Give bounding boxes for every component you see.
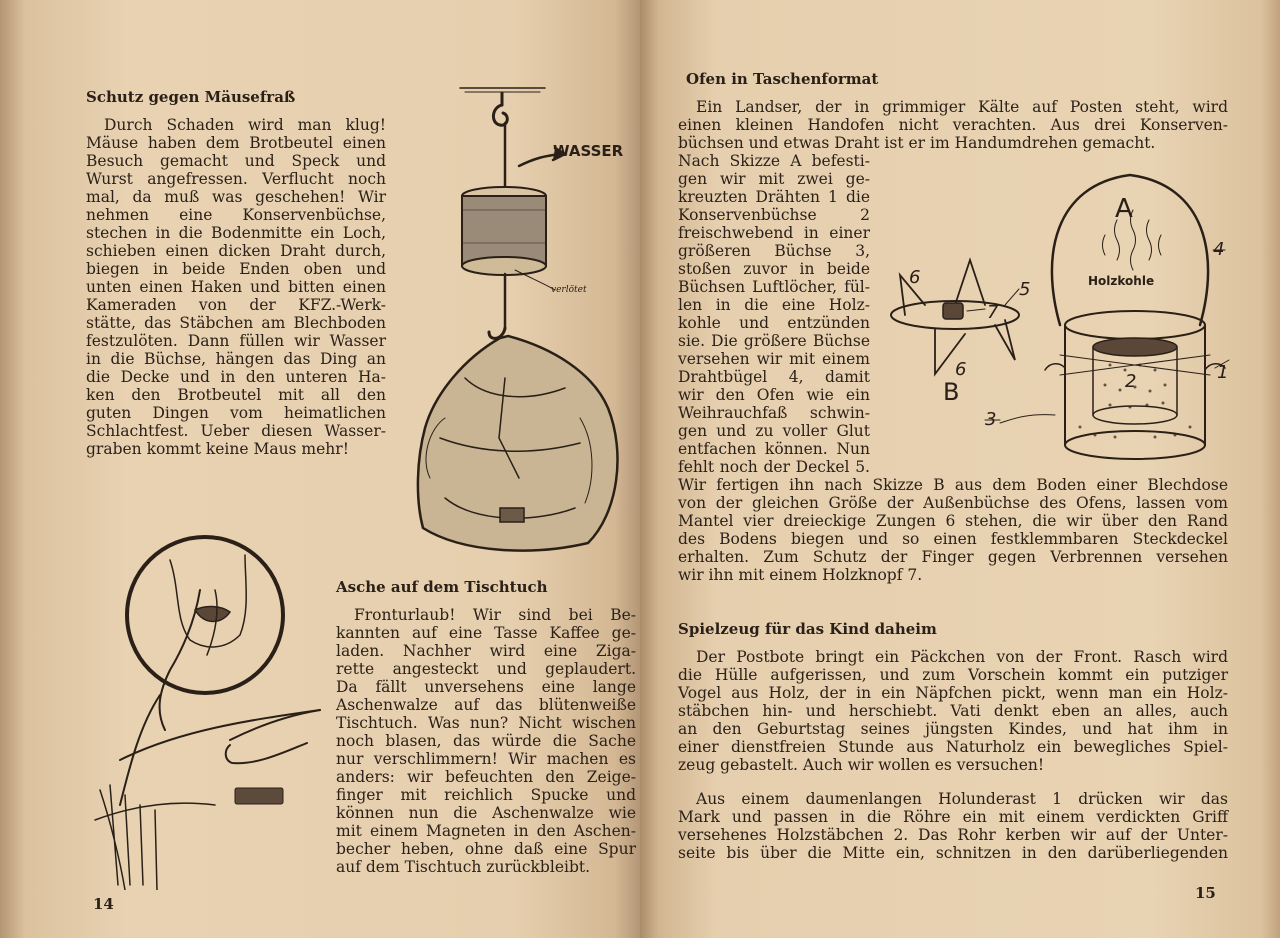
text-line: schieben einen dicken Draht durch, [86, 242, 386, 260]
section-heading-ofen: Ofen in Taschenformat [686, 70, 879, 88]
text-line: Durch Schaden wird man klug! [104, 116, 386, 134]
text-line: nur verschlimmern! Wir machen es [336, 750, 636, 768]
text-line: von der gleichen Größe der Außenbüchse des Ofens, lassen vom [678, 494, 1228, 512]
text-line: Vogel aus Holz, der in ein Näpfchen pickt, wenn man ein Holz- [678, 684, 1228, 702]
text-line: unten einen Haken und bitten einen [86, 278, 386, 296]
diagram-taschenofen [885, 165, 1230, 475]
section-heading-asche: Asche auf dem Tischtuch [336, 578, 548, 596]
text-line: len in die eine Holz- [678, 296, 870, 314]
text-line: büchsen und etwas Draht ist er im Handumdrehen gemacht. [678, 134, 1156, 152]
text-line: auf dem Tischtuch zurückbleibt. [336, 858, 591, 876]
text-line: Da fällt unversehens eine lange [336, 678, 636, 696]
text-line: Weihrauchfaß schwin- [678, 404, 870, 422]
text-line: können nun die Aschenwalze wie [336, 804, 636, 822]
text-line: mit einem Magneten in den Aschen- [336, 822, 636, 840]
text-line: zeug gebastelt. Auch wir wollen es versuchen! [678, 756, 1045, 774]
text-line: einen kleinen Handofen nicht verachten. Aus drei Konserven- [678, 116, 1228, 134]
text-line: wir den Ofen wie ein [678, 386, 870, 404]
text-line: einer dienstfreien Stunde aus Naturholz ein bewegliches Spiel- [678, 738, 1228, 756]
text-line: versehen wir mit einem [678, 350, 870, 368]
text-line: Wir fertigen ihn nach Skizze B aus dem Boden einer Blechdose [678, 476, 1228, 494]
diagram-num-3: 3 [985, 409, 997, 430]
text-line: kreuzten Drähten 1 die [678, 188, 870, 206]
label-wasser: WASSER [553, 142, 624, 160]
text-line: sie. Die größere Büchse [678, 332, 870, 350]
text-line: stoßen zuvor in beide [678, 260, 870, 278]
text-line: die Hülle aufgerissen, und zum Vorschein kommt ein putziger [678, 666, 1228, 684]
text-line: stäbchen hin- und herschiebt. Vati denkt eben an alles, auch [678, 702, 1228, 720]
text-line: Aschenwalze auf das blütenweiße [336, 696, 636, 714]
illustration-finger-ash [90, 520, 330, 890]
text-line: rette angesteckt und geplaudert. [336, 660, 636, 678]
text-line: seite bis über die Mitte ein, schnitzen in den darüberliegenden [678, 844, 1228, 862]
paragraph-mausefrass [86, 116, 386, 458]
text-line: versehenes Holzstäbchen 2. Das Rohr kerben wir auf der Unter- [678, 826, 1228, 844]
paragraph-ofen-narrow [678, 152, 870, 476]
text-line: kannten auf eine Tasse Kaffee ge- [336, 624, 636, 642]
text-line: Kameraden von der KFZ.-Werk- [86, 296, 386, 314]
text-line: nehmen eine Konservenbüchse, [86, 206, 386, 224]
section-heading-spielzeug: Spielzeug für das Kind daheim [678, 620, 937, 638]
text-line: Nach Skizze A befesti- [678, 152, 870, 170]
text-line: die Decke und in den unteren Ha- [86, 368, 386, 386]
diagram-num-2: 2 [1125, 371, 1137, 392]
text-line: des Bodens biegen und so einen festklemmbaren Steckdeckel [678, 530, 1228, 548]
text-line: fehlt noch der Deckel 5. [678, 458, 870, 476]
text-line: an den Geburtstag seines jüngsten Kindes, und hat ihm in [678, 720, 1228, 738]
diagram-num-5: 5 [1019, 279, 1031, 300]
text-line: gen wir mit zwei ge- [678, 170, 870, 188]
text-line: graben kommt keine Maus mehr! [86, 440, 349, 458]
text-line: Mäuse haben dem Brotbeutel einen [86, 134, 386, 152]
diagram-num-1: 1 [1217, 362, 1229, 383]
text-line: Schlachtfest. Ueber diesen Wasser- [86, 422, 386, 440]
text-line: Ein Landser, der in grimmiger Kälte auf Posten steht, wird [696, 98, 1228, 116]
diagram-num-7: 7 [987, 302, 999, 323]
text-line: becher heben, ohne daß eine Spur [336, 840, 636, 858]
text-line: Mantel vier dreieckige Zungen 6 stehen, die wir über den Rand [678, 512, 1228, 530]
text-line: gen und zu voller Glut [678, 422, 870, 440]
page-number-left: 14 [93, 895, 114, 913]
text-line: Tischtuch. Was nun? Nicht wischen [336, 714, 636, 732]
text-line: guten Dingen vom heimatlichen [86, 404, 386, 422]
paragraph-spielzeug-1 [678, 648, 1228, 774]
paragraph-asche [336, 606, 636, 876]
text-line: Der Postbote bringt ein Päckchen von der Front. Rasch wird [696, 648, 1228, 666]
text-line: Konservenbüchse 2 [678, 206, 870, 224]
text-line: wir ihn mit einem Holzknopf 7. [678, 566, 923, 584]
text-line: ken den Brotbeutel mit all den [86, 386, 386, 404]
diagram-num-4: 4 [1213, 239, 1225, 260]
text-line: stätte, das Stäbchen am Blechboden [86, 314, 386, 332]
text-line: Wurst angefressen. Verflucht noch [86, 170, 386, 188]
paragraph-spielzeug-2 [678, 790, 1228, 862]
text-line: festzulöten. Dann füllen wir Wasser [86, 332, 386, 350]
label-verlotet: verlötet [551, 285, 587, 295]
illustration-hanging-breadbag [405, 78, 630, 563]
text-line: laden. Nachher wird eine Ziga- [336, 642, 636, 660]
diagram-num-6b: 6 [955, 359, 967, 380]
text-line: Drahtbügel 4, damit [678, 368, 870, 386]
text-line: anders: wir befeuchten den Zeige- [336, 768, 636, 786]
text-line: Aus einem daumenlangen Holunderast 1 drücken wir das [696, 790, 1228, 808]
text-line: mal, da muß was geschehen! Wir [86, 188, 386, 206]
text-line: Besuch gemacht und Speck und [86, 152, 386, 170]
paragraph-ofen-after [678, 476, 1228, 584]
section-heading-mausefrass: Schutz gegen Mäusefraß [86, 88, 296, 106]
diagram-num-6a: 6 [909, 267, 921, 288]
right-page [640, 0, 1280, 938]
diagram-label-a: A [1115, 194, 1133, 224]
text-line: erhalten. Zum Schutz der Finger gegen Verbrennen versehen [678, 548, 1228, 566]
text-line: in die Büchse, hängen das Ding an [86, 350, 386, 368]
text-line: Fronturlaub! Wir sind bei Be- [354, 606, 636, 624]
text-line: finger mit reichlich Spucke und [336, 786, 636, 804]
text-line: Büchsen Luftlöcher, fül- [678, 278, 870, 296]
text-line: stechen in die Bodenmitte ein Loch, [86, 224, 386, 242]
paragraph-ofen-intro [678, 98, 1228, 152]
page-number-right: 15 [1195, 884, 1216, 902]
diagram-label-holzkohle: Holzkohle [1088, 274, 1155, 288]
text-line: entfachen können. Nun [678, 440, 870, 458]
diagram-label-b: B [943, 378, 960, 406]
text-line: Mark und passen in die Röhre ein mit einem verdickten Griff [678, 808, 1228, 826]
text-line: kohle und entzünden [678, 314, 870, 332]
text-line: freischwebend in einer [678, 224, 870, 242]
text-line: größeren Büchse 3, [678, 242, 870, 260]
text-line: noch blasen, das würde die Sache [336, 732, 636, 750]
text-line: biegen in beide Enden oben und [86, 260, 386, 278]
